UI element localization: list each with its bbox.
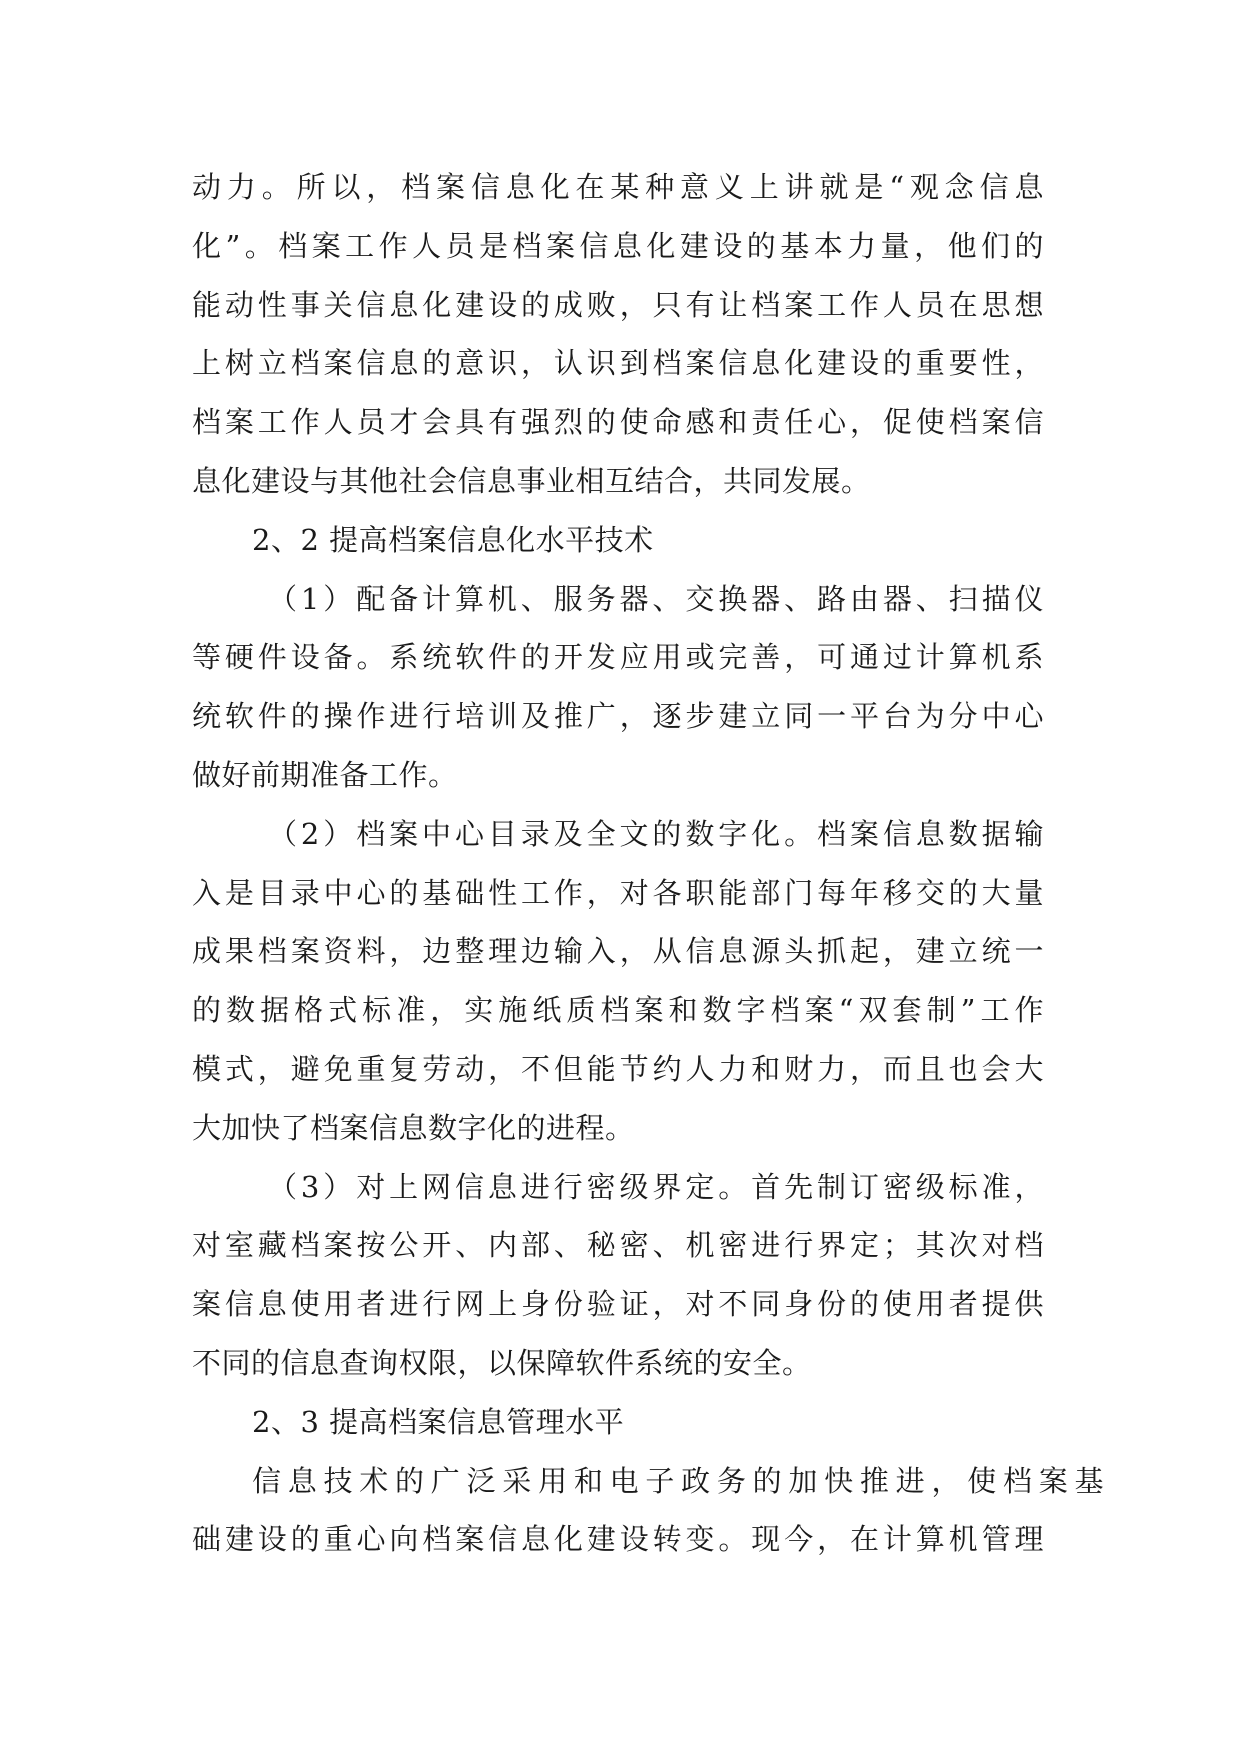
paragraph-line: 信息技术的广泛采用和电子政务的加快推进，使档案基 — [252, 1463, 1104, 1498]
paragraph-line: 入是目录中心的基础性工作，对各职能部门每年移交的大量 — [192, 875, 1044, 910]
paragraph-line: 档案工作人员才会具有强烈的使命感和责任心，促使档案信 — [192, 405, 1044, 440]
paragraph-line: （2）档案中心目录及全文的数字化。档案信息数据输 — [268, 816, 1044, 851]
paragraph-line: 能动性事关信息化建设的成败，只有让档案工作人员在思想 — [192, 287, 1044, 322]
paragraph-line: 化”。档案工作人员是档案信息化建设的基本力量，他们的 — [192, 228, 1044, 263]
paragraph-line: 的数据格式标准，实施纸质档案和数字档案“双套制”工作 — [192, 993, 1044, 1028]
paragraph-line: 对室藏档案按公开、内部、秘密、机密进行界定；其次对档 — [192, 1228, 1044, 1263]
paragraph-line: 模式，避免重复劳动，不但能节约人力和财力，而且也会大 — [192, 1051, 1044, 1086]
paragraph-line: 成果档案资料，边整理边输入，从信息源头抓起，建立统一 — [192, 934, 1044, 969]
section-heading: 2、2 提高档案信息化水平技术 — [252, 522, 654, 557]
section-heading: 2、3 提高档案信息管理水平 — [252, 1404, 625, 1439]
paragraph-line: （3）对上网信息进行密级界定。首先制订密级标准， — [268, 1169, 1044, 1204]
paragraph-line: 不同的信息查询权限，以保障软件系统的安全。 — [192, 1345, 812, 1380]
paragraph-line: 统软件的操作进行培训及推广，逐步建立同一平台为分中心 — [192, 699, 1044, 734]
paragraph-line: 等硬件设备。系统软件的开发应用或完善，可通过计算机系 — [192, 640, 1044, 675]
paragraph-line: 础建设的重心向档案信息化建设转变。现今，在计算机管理 — [192, 1522, 1044, 1557]
paragraph-line: 大加快了档案信息数字化的进程。 — [192, 1110, 635, 1145]
paragraph-line: 动力。所以，档案信息化在某种意义上讲就是“观念信息 — [192, 170, 1044, 204]
paragraph-line: 做好前期准备工作。 — [192, 757, 458, 792]
document-body — [192, 158, 1104, 1569]
paragraph-line: （1）配备计算机、服务器、交换器、路由器、扫描仪 — [268, 581, 1044, 616]
paragraph-line: 案信息使用者进行网上身份验证，对不同身份的使用者提供 — [192, 1287, 1044, 1322]
paragraph-line: 息化建设与其他社会信息事业相互结合，共同发展。 — [192, 463, 871, 498]
paragraph-line: 上树立档案信息的意识，认识到档案信息化建设的重要性， — [192, 346, 1044, 381]
